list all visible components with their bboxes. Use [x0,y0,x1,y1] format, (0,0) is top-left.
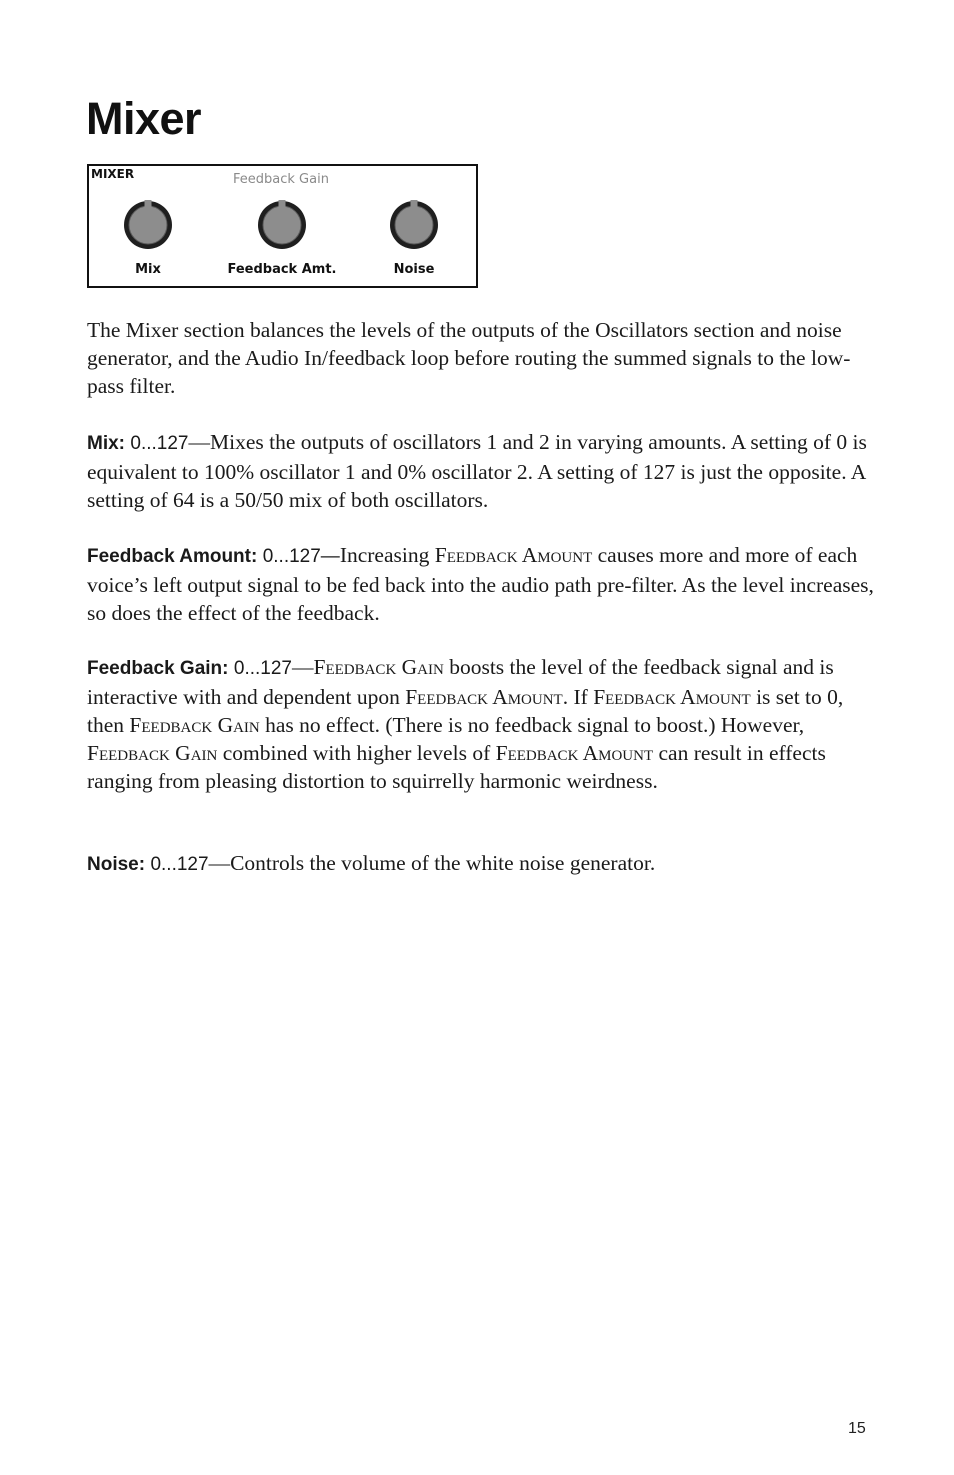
feedback-amount-knob-label: Feedback Amt. [227,262,337,277]
feedback-gain-dash: — [291,655,314,679]
mix-dash: — [188,430,210,454]
feedback-gain-text-1: boosts the level of the feedback signal and is interactive with and dependent upon [87,655,834,709]
feedback-amount-text-2: causes more and more of each voice’s left output signal to be fed back into the audio path pre-filter. As the level increases, so does the effect of the feedback. [87,543,874,625]
feedback-amount-range: 0...127— [262,546,340,567]
page-number: 15 [848,1420,866,1437]
mix-description: Mixes the outputs of oscillators 1 and 2 in varying amounts. A setting of 0 is equivalent to 100% oscillator 1 and 0% oscillator 2. A setting of 127 is just the opposite. A setting of 64 is a 50/50 mix of both oscillators. [87,430,867,512]
feedback-amount-paragraph [87,541,877,627]
intro-paragraph: The Mixer section balances the levels of the outputs of the Oscillators section and noise generator, and the Audio In/feedback loop before routing the summed signals to the low-pass filter. [87,318,851,398]
noise-description: Controls the volume of the white noise generator. [230,851,656,875]
feedback-gain-text-3: is set to 0, then [87,685,844,737]
feedback-gain-ref-2: Feedback Amount [405,685,563,709]
feedback-gain-ref-5: Feedback Gain [87,741,218,765]
panel-title: MIXER [91,167,135,181]
mix-range: 0...127 [130,433,189,454]
feedback-gain-text-6: can result in effects ranging from pleasing distortion to squirrelly harmonic weirdness. [87,741,826,793]
feedback-gain-ref-4: Feedback Gain [129,713,260,737]
noise-knob-label: Noise [393,262,435,277]
feedback-gain-term: Feedback Gain: [87,658,229,679]
feedback-gain-ref-1: Feedback Gain [313,655,444,679]
noise-term: Noise: [87,854,146,875]
mix-knob-label: Mix [135,262,161,277]
feedback-gain-text-4: has no effect. (There is no feedback signal to boost.) However, [259,713,805,737]
feedback-amount-knob-icon [257,200,307,250]
noise-knob-icon [389,200,439,250]
noise-range: 0...127 [150,854,209,875]
feedback-gain-ref-6: Feedback Amount [495,741,654,765]
noise-dash: — [208,851,231,875]
feedback-gain-ref-3: Feedback Amount [593,685,751,709]
feedback-amount-term-ref: Feedback Amount [434,543,593,567]
feedback-gain-paragraph [87,653,877,795]
page-title: Mixer [86,93,202,144]
feedback-gain-text-5: combined with higher levels of [217,741,496,765]
feedback-amount-text-1: Increasing [339,543,435,567]
mix-term: Mix: [87,433,125,454]
mixer-panel-figure [87,164,478,288]
mix-knob-icon [123,200,173,250]
noise-paragraph [87,849,877,879]
feedback-amount-term: Feedback Amount: [87,546,258,567]
mix-paragraph [87,428,877,514]
feedback-gain-range: 0...127 [233,658,292,679]
feedback-gain-text-2: . If [562,685,594,709]
feedback-gain-label: Feedback Gain [233,172,329,187]
